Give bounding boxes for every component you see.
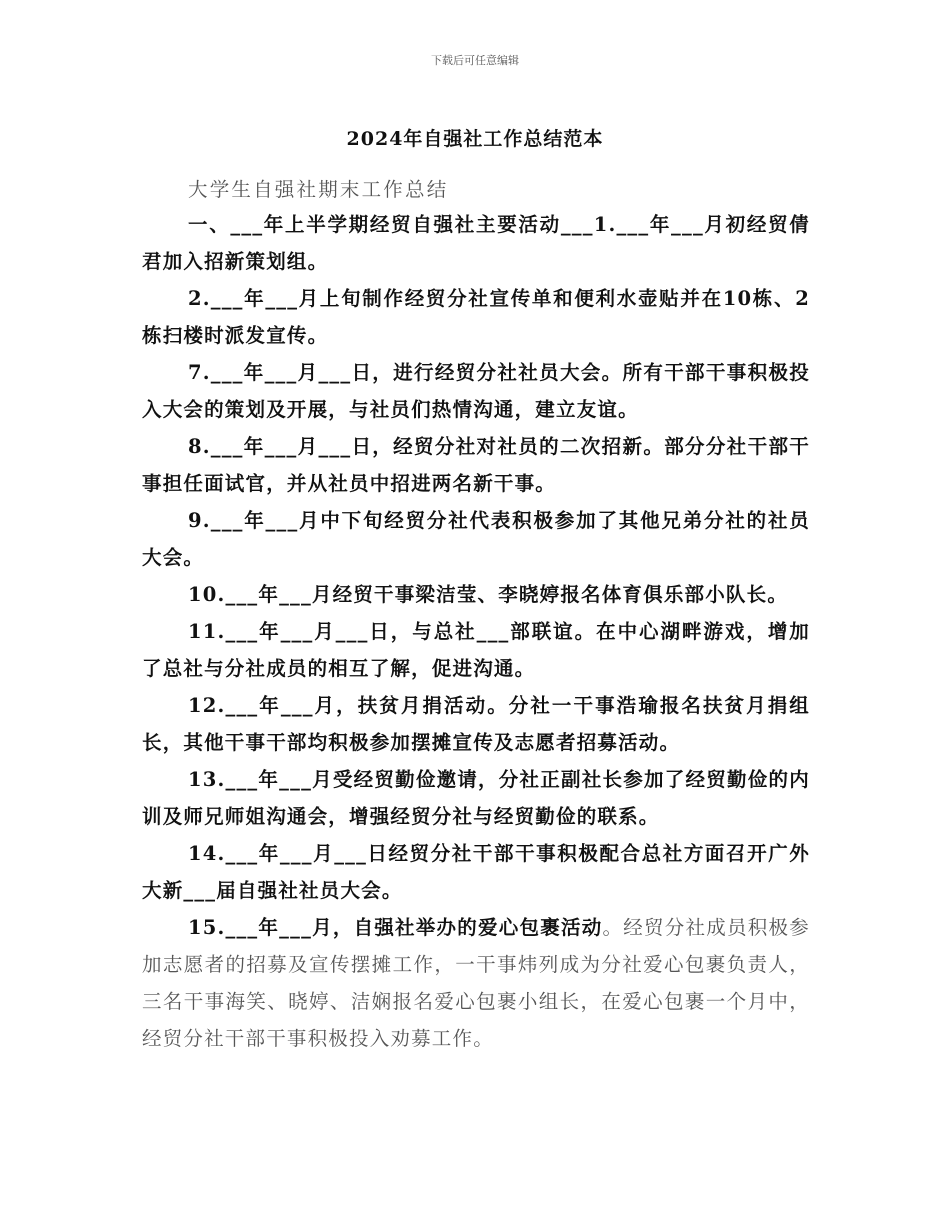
paragraph-10: 10.___年___月经贸干事梁洁莹、李晓婷报名体育俱乐部小队长。 xyxy=(188,583,789,606)
paragraph-7: 7.___年___月___日，进行经贸分社社员大会。所有干部干事积极投入大会的策划及开展，与社员们热情沟通，建立友谊。 xyxy=(142,361,810,421)
paragraph-15-normal: 。经贸分社成员积极参加志愿者的招募及宣传摆摊工作，一干事炜列成为分社爱心包裹负责人，三名干事海笑、晓婷、洁娴报名爱心包裹小组长，在爱心包裹一个月中，经贸分社干部干事积极投入劝募工作。 xyxy=(142,916,810,1050)
paragraph-1: 一、___年上半学期经贸自强社主要活动___1.___年___月初经贸倩君加入招新策划组。 xyxy=(142,213,810,273)
paragraph-8: 8.___年___月___日，经贸分社对社员的二次招新。部分分社干部干事担任面试官，并从社员中招进两名新干事。 xyxy=(142,435,810,495)
paragraph-9: 9.___年___月中下旬经贸分社代表积极参加了其他兄弟分社的社员大会。 xyxy=(142,509,810,569)
document-title: 2024年自强社工作总结范本 xyxy=(346,128,604,150)
header-note: 下载后可任意编辑 xyxy=(431,54,519,67)
document-body xyxy=(142,206,810,1057)
paragraph-13: 13.___年___月受经贸勤俭邀请，分社正副社长参加了经贸勤俭的内训及师兄师姐沟通会，增强经贸分社与经贸勤俭的联系。 xyxy=(142,768,810,828)
paragraph-2: 2.___年___月上旬制作经贸分社宣传单和便利水壶贴并在10栋、2栋扫楼时派发宣传。 xyxy=(142,287,810,347)
paragraph-15 xyxy=(142,909,810,1057)
paragraph-12: 12.___年___月，扶贫月捐活动。分社一干事浩瑜报名扶贫月捐组长，其他干事干部均积极参加摆摊宣传及志愿者招募活动。 xyxy=(142,694,810,754)
document-subtitle: 大学生自强社期末工作总结 xyxy=(188,178,449,201)
paragraph-14: 14.___年___月___日经贸分社干部干事积极配合总社方面召开广外大新___届自强社社员大会。 xyxy=(142,842,810,902)
paragraph-15-bold: 15.___年___月，自强社举办的爱心包裹活动 xyxy=(188,916,603,939)
paragraph-11: 11.___年___月___日，与总社___部联谊。在中心湖畔游戏，增加了总社与分社成员的相互了解，促进沟通。 xyxy=(142,620,810,680)
